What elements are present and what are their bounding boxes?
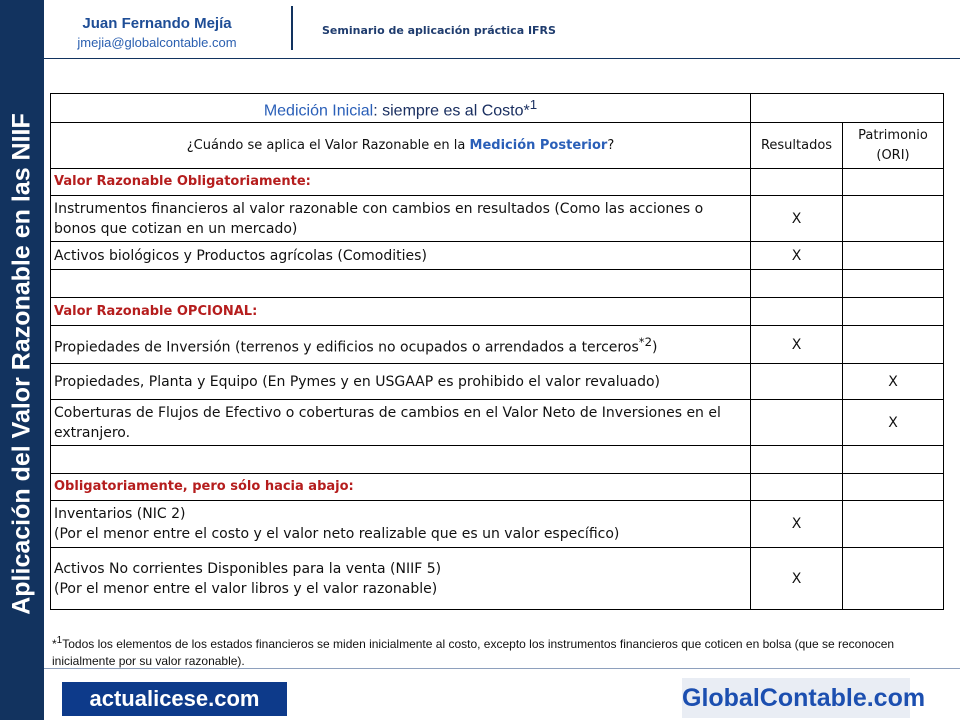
header-divider xyxy=(291,6,293,50)
section-obligatory: Valor Razonable Obligatoriamente: xyxy=(51,169,751,196)
row-investment-property xyxy=(51,326,751,364)
noncurrent-line1: Activos No corrientes Disponibles para la venta (NIIF 5) xyxy=(54,560,442,577)
empty-cell xyxy=(751,364,843,400)
table-row xyxy=(51,326,944,364)
empty-cell xyxy=(843,196,944,242)
table-row xyxy=(51,501,944,548)
section-row xyxy=(51,298,944,326)
mark-results: X xyxy=(751,501,843,548)
question-suffix: ? xyxy=(607,137,615,153)
sidebar xyxy=(0,0,44,720)
col-equity: Patrimonio (ORI) xyxy=(843,123,944,169)
mark-results: X xyxy=(751,548,843,610)
footnote-sup: 1 xyxy=(56,635,63,646)
empty-cell xyxy=(843,548,944,610)
question-cell xyxy=(51,123,751,169)
table-row xyxy=(51,196,944,242)
empty-cell xyxy=(751,400,843,446)
row-hedges: Coberturas de Flujos de Efectivo o coberturas de cambios en el Valor Neto de Inversiones en el extranjero. xyxy=(51,400,751,446)
title-empty-cell xyxy=(751,94,944,123)
row-noncurrent xyxy=(51,548,751,610)
title-row xyxy=(51,94,944,123)
row-biological: Activos biológicos y Productos agrícolas (Comodities) xyxy=(51,242,751,270)
footnote-prefix: * xyxy=(52,637,57,651)
seminar-title: Seminario de aplicación práctica IFRS xyxy=(322,24,556,37)
table-title xyxy=(51,94,751,123)
empty-cell xyxy=(843,446,944,474)
spacer-row xyxy=(51,270,944,298)
noncurrent-line2: (Por el menor entre el valor libros y el valor razonable) xyxy=(54,580,438,597)
empty-cell xyxy=(751,298,843,326)
investment-property-text: Propiedades de Inversión (terrenos y edificios no ocupados o arrendados a terceros xyxy=(54,339,639,356)
title-sup: 1 xyxy=(529,97,538,112)
inventories-line1: Inventarios (NIC 2) xyxy=(54,506,186,523)
empty-cell xyxy=(51,270,751,298)
header-row xyxy=(51,123,944,169)
question-prefix: ¿Cuándo se aplica el Valor Razonable en la xyxy=(186,137,470,153)
empty-cell xyxy=(843,501,944,548)
empty-cell xyxy=(51,446,751,474)
empty-cell xyxy=(843,298,944,326)
table-row xyxy=(51,548,944,610)
mark-results: X xyxy=(751,196,843,242)
sidebar-title: Aplicación del Valor Razonable en las NIIF xyxy=(7,113,36,615)
header-rule xyxy=(44,58,960,59)
row-ppe: Propiedades, Planta y Equipo (En Pymes y en USGAAP es prohibido el valor revaluado) xyxy=(51,364,751,400)
col-results: Resultados xyxy=(751,123,843,169)
inventories-line2: (Por el menor entre el costo y el valor neto realizable que es un valor específico) xyxy=(54,526,620,543)
author-name: Juan Fernando Mejía xyxy=(82,15,232,32)
title-part1: Medición Inicial xyxy=(263,102,374,120)
mark-equity: X xyxy=(843,400,944,446)
section-row xyxy=(51,169,944,196)
section-optional: Valor Razonable OPCIONAL: xyxy=(51,298,751,326)
empty-cell xyxy=(843,169,944,196)
footnote-text: Todos los elementos de los estados financieros se miden inicialmente al costo, excepto los instrumentos financieros que coticen en bolsa (que se reconocen inicialmente por su valor razonable). xyxy=(52,637,895,668)
footer-rule xyxy=(44,668,960,669)
empty-cell xyxy=(751,169,843,196)
author-block xyxy=(52,14,262,52)
title-part2: : siempre es al Costo* xyxy=(373,102,530,120)
empty-cell xyxy=(843,326,944,364)
empty-cell xyxy=(751,270,843,298)
mark-equity: X xyxy=(843,364,944,400)
table-row xyxy=(51,364,944,400)
section-downward: Obligatoriamente, pero sólo hacia abajo: xyxy=(51,474,751,501)
table-row xyxy=(51,400,944,446)
question-emph: Medición Posterior xyxy=(469,137,608,153)
investment-property-end: ) xyxy=(651,339,658,356)
section-row xyxy=(51,474,944,501)
author-email: jmejia@globalcontable.com xyxy=(77,35,237,50)
row-inventories xyxy=(51,501,751,548)
globalcontable-logo[interactable]: GlobalContable.com xyxy=(682,678,910,718)
investment-property-sup: *2 xyxy=(638,335,652,349)
row-instruments: Instrumentos financieros al valor razonable con cambios en resultados (Como las acciones o bonos que cotizan en un mercado) xyxy=(51,196,751,242)
empty-cell xyxy=(843,270,944,298)
spacer-row xyxy=(51,446,944,474)
empty-cell xyxy=(843,474,944,501)
fair-value-table xyxy=(50,93,944,610)
actualicese-logo[interactable]: actualicese.com xyxy=(62,682,287,716)
mark-results: X xyxy=(751,242,843,270)
mark-results: X xyxy=(751,326,843,364)
empty-cell xyxy=(751,446,843,474)
empty-cell xyxy=(843,242,944,270)
empty-cell xyxy=(751,474,843,501)
footnote xyxy=(52,632,952,670)
table-row xyxy=(51,242,944,270)
